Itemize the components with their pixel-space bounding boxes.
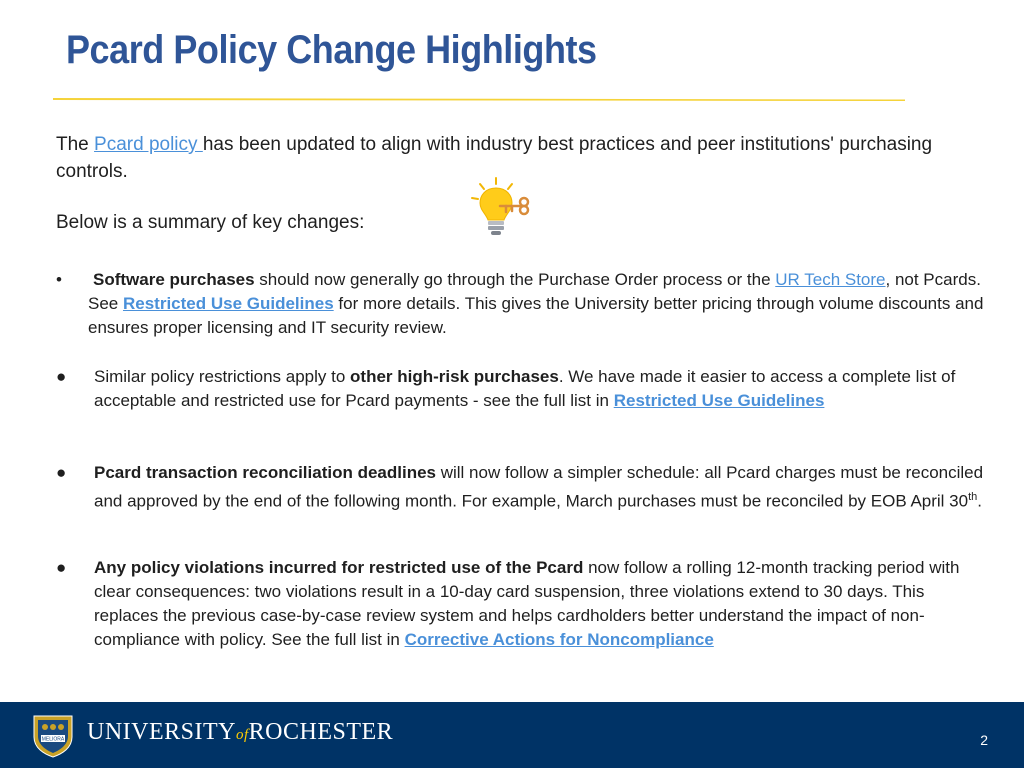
intro-paragraph: The Pcard policy has been updated to align with industry best practices and peer institutions' purchasing controls.	[56, 134, 933, 182]
summary-label: Below is a summary of key changes:	[56, 212, 365, 233]
ur-tech-store-link[interactable]: UR Tech Store	[775, 270, 886, 289]
footer-bar	[0, 702, 1024, 768]
page-title: Pcard Policy Change Highlights	[66, 28, 597, 72]
pcard-policy-link[interactable]: Pcard policy	[94, 134, 203, 155]
restricted-use-guidelines-link[interactable]: Restricted Use Guidelines	[122, 294, 334, 313]
lightbulb-icon	[466, 176, 536, 238]
corrective-actions-link[interactable]: Corrective Actions for Noncompliance	[404, 630, 714, 649]
bullet-marker: ●	[56, 558, 67, 577]
bullet-marker: ●	[56, 463, 67, 482]
svg-text:MELIORA: MELIORA	[41, 736, 65, 743]
title-underline	[53, 96, 905, 101]
restricted-use-guidelines-link-2[interactable]: Restricted Use Guidelines	[613, 391, 825, 410]
page-number: 2	[980, 732, 988, 748]
university-wordmark: UNIVERSITYofROCHESTER	[87, 719, 394, 745]
bullet-marker: ●	[56, 367, 67, 386]
university-seal-logo	[30, 713, 76, 759]
bullet-marker: •	[56, 270, 62, 289]
